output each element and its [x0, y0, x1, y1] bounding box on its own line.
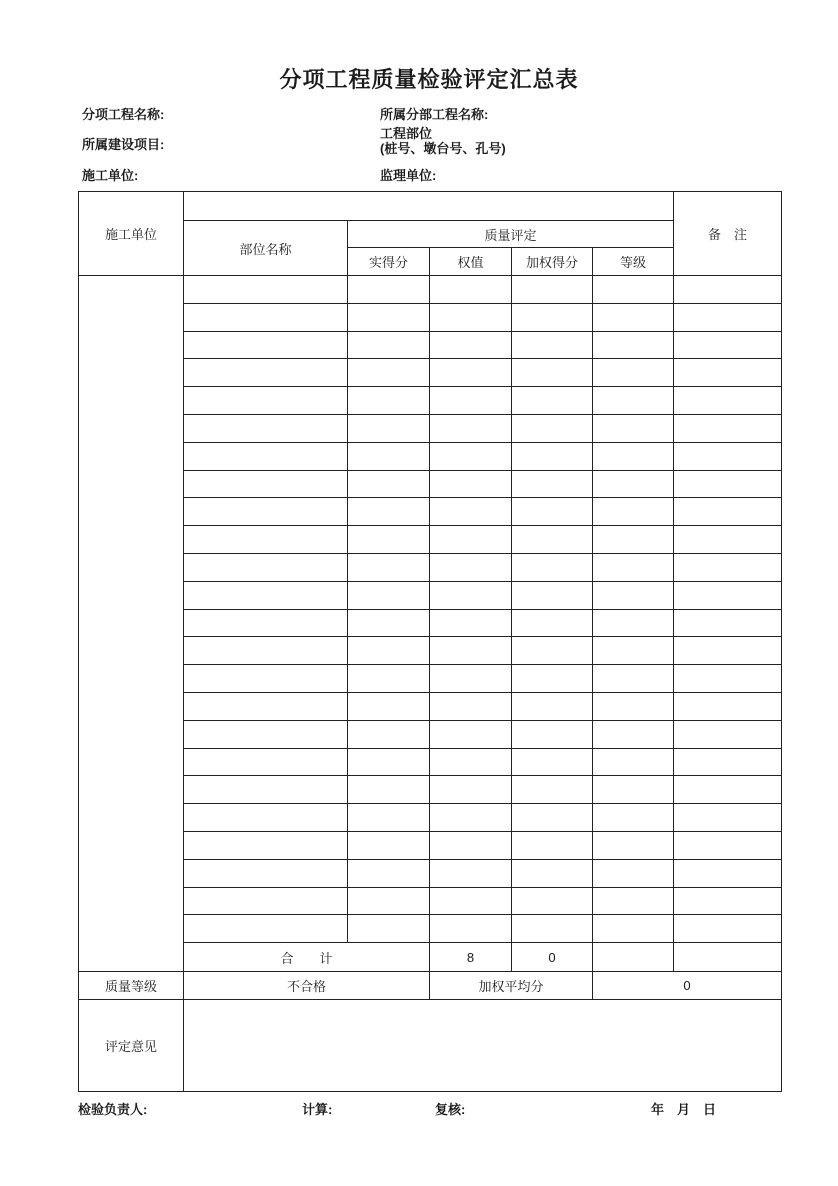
body-cell	[674, 359, 782, 387]
body-cell	[593, 776, 674, 804]
body-cell	[512, 387, 593, 415]
work-part-label	[380, 126, 506, 156]
body-cell	[348, 581, 430, 609]
body-cell	[593, 720, 674, 748]
body-cell	[348, 804, 430, 832]
body-cell	[348, 637, 430, 665]
body-cell	[512, 276, 593, 304]
body-cell	[430, 498, 512, 526]
body-cell	[184, 276, 348, 304]
body-cell	[348, 387, 430, 415]
body-cell	[348, 498, 430, 526]
body-row	[79, 720, 782, 748]
page-title: 分项工程质量检验评定汇总表	[279, 67, 579, 92]
header-part-name-cell: 部位名称	[184, 221, 348, 276]
body-cell	[430, 470, 512, 498]
body-cell	[430, 442, 512, 470]
body-cell	[430, 387, 512, 415]
body-cell	[674, 498, 782, 526]
header-actual-score-cell: 实得分	[348, 248, 430, 276]
body-cell	[184, 303, 348, 331]
body-row	[79, 303, 782, 331]
body-cell	[593, 915, 674, 943]
body-cell	[674, 887, 782, 915]
body-cell	[593, 498, 674, 526]
body-cell	[593, 414, 674, 442]
body-row	[79, 442, 782, 470]
body-cell	[512, 859, 593, 887]
body-cell	[593, 442, 674, 470]
body-cell	[430, 804, 512, 832]
body-cell	[430, 692, 512, 720]
body-cell	[184, 470, 348, 498]
body-cell	[348, 915, 430, 943]
body-cell	[674, 553, 782, 581]
body-cell	[430, 665, 512, 693]
body-cell	[674, 276, 782, 304]
body-cell	[674, 776, 782, 804]
body-cell	[430, 637, 512, 665]
body-cell	[430, 303, 512, 331]
body-cell	[593, 470, 674, 498]
opinion-content-cell	[184, 1000, 782, 1092]
body-cell	[593, 553, 674, 581]
body-cell	[184, 581, 348, 609]
body-cell	[348, 776, 430, 804]
body-cell	[512, 915, 593, 943]
body-cell	[512, 665, 593, 693]
body-cell	[593, 359, 674, 387]
grade-value-cell: 不合格	[184, 972, 430, 1000]
body-cell	[184, 776, 348, 804]
body-cell	[430, 720, 512, 748]
body-cell	[430, 553, 512, 581]
body-cell	[348, 414, 430, 442]
body-cell	[348, 665, 430, 693]
body-cell	[674, 581, 782, 609]
body-cell	[674, 859, 782, 887]
body-cell	[674, 609, 782, 637]
body-cell	[593, 637, 674, 665]
body-row	[79, 665, 782, 693]
body-cell	[593, 831, 674, 859]
header-quality-evaluation-cell: 质量评定	[348, 221, 674, 248]
body-cell	[674, 637, 782, 665]
body-row	[79, 748, 782, 776]
body-cell	[512, 776, 593, 804]
body-row	[79, 526, 782, 554]
header-remarks-cell: 备 注	[674, 192, 782, 276]
contractor-body-cell	[79, 276, 184, 972]
body-cell	[593, 748, 674, 776]
total-weighted-score-cell: 0	[512, 943, 593, 972]
contractor-label: 施工单位:	[82, 168, 139, 183]
body-row	[79, 859, 782, 887]
body-row	[79, 470, 782, 498]
body-cell	[512, 720, 593, 748]
construction-project-label: 所属建设项目:	[82, 137, 165, 152]
work-part-label-line1: 工程部位	[380, 126, 433, 141]
body-cell	[348, 859, 430, 887]
supervisor-label: 监理单位:	[380, 168, 437, 183]
body-cell	[184, 553, 348, 581]
body-cell	[512, 498, 593, 526]
body-cell	[184, 414, 348, 442]
calculator-label: 计算:	[302, 1102, 333, 1117]
body-cell	[674, 692, 782, 720]
grade-row	[79, 972, 782, 1000]
body-cell	[348, 276, 430, 304]
body-cell	[512, 609, 593, 637]
body-cell	[593, 887, 674, 915]
body-cell	[674, 831, 782, 859]
body-row	[79, 359, 782, 387]
body-cell	[593, 303, 674, 331]
body-cell	[184, 831, 348, 859]
body-cell	[430, 776, 512, 804]
body-cell	[512, 526, 593, 554]
body-cell	[674, 526, 782, 554]
body-cell	[512, 303, 593, 331]
body-row	[79, 887, 782, 915]
body-cell	[430, 359, 512, 387]
body-cell	[430, 276, 512, 304]
body-cell	[593, 276, 674, 304]
grade-row-label-cell: 质量等级	[79, 972, 184, 1000]
body-cell	[184, 859, 348, 887]
body-row	[79, 387, 782, 415]
parent-division-label: 所属分部工程名称:	[380, 107, 489, 122]
body-cell	[430, 887, 512, 915]
body-cell	[674, 331, 782, 359]
body-cell	[674, 804, 782, 832]
header-grade-cell: 等级	[593, 248, 674, 276]
body-row	[79, 414, 782, 442]
body-cell	[348, 692, 430, 720]
body-cell	[674, 720, 782, 748]
total-weight-cell: 8	[430, 943, 512, 972]
body-cell	[593, 581, 674, 609]
work-part-label-line2: (桩号、墩台号、孔号)	[380, 141, 506, 156]
body-row	[79, 831, 782, 859]
body-cell	[184, 804, 348, 832]
body-cell	[593, 526, 674, 554]
body-cell	[348, 303, 430, 331]
body-cell	[348, 887, 430, 915]
body-row	[79, 331, 782, 359]
body-cell	[348, 470, 430, 498]
body-cell	[184, 609, 348, 637]
body-row	[79, 609, 782, 637]
body-cell	[593, 609, 674, 637]
body-cell	[184, 387, 348, 415]
body-cell	[184, 748, 348, 776]
body-cell	[184, 331, 348, 359]
weighted-avg-value-cell: 0	[593, 972, 782, 1000]
total-row	[79, 943, 782, 972]
body-cell	[512, 804, 593, 832]
body-row	[79, 692, 782, 720]
body-cell	[512, 331, 593, 359]
body-cell	[674, 665, 782, 693]
body-cell	[593, 692, 674, 720]
table-body	[79, 192, 782, 1092]
body-cell	[430, 748, 512, 776]
body-cell	[430, 581, 512, 609]
body-cell	[512, 581, 593, 609]
body-cell	[184, 637, 348, 665]
body-cell	[593, 804, 674, 832]
header-row-1	[79, 192, 782, 221]
body-cell	[184, 692, 348, 720]
body-cell	[430, 526, 512, 554]
body-cell	[348, 331, 430, 359]
opinion-row	[79, 1000, 782, 1092]
body-cell	[348, 609, 430, 637]
body-cell	[348, 748, 430, 776]
summary-table	[78, 191, 782, 1092]
body-cell	[184, 720, 348, 748]
body-cell	[512, 359, 593, 387]
body-row	[79, 553, 782, 581]
body-cell	[430, 414, 512, 442]
body-cell	[593, 859, 674, 887]
sub-item-name-label: 分项工程名称:	[82, 107, 165, 122]
body-cell	[512, 887, 593, 915]
body-cell	[184, 526, 348, 554]
body-cell	[184, 498, 348, 526]
body-cell	[674, 442, 782, 470]
body-cell	[674, 303, 782, 331]
body-row	[79, 498, 782, 526]
body-cell	[593, 665, 674, 693]
reviewer-label: 复核:	[435, 1102, 466, 1117]
body-cell	[674, 915, 782, 943]
body-cell	[593, 387, 674, 415]
body-cell	[512, 442, 593, 470]
date-label: 年 月 日	[651, 1102, 717, 1117]
body-cell	[430, 859, 512, 887]
body-cell	[512, 748, 593, 776]
body-row	[79, 276, 782, 304]
body-cell	[512, 692, 593, 720]
body-cell	[512, 553, 593, 581]
body-row	[79, 804, 782, 832]
body-cell	[348, 526, 430, 554]
body-cell	[348, 359, 430, 387]
body-cell	[430, 331, 512, 359]
body-cell	[512, 831, 593, 859]
body-cell	[512, 637, 593, 665]
body-cell	[184, 359, 348, 387]
inspector-label: 检验负责人:	[78, 1102, 148, 1117]
opinion-label-cell: 评定意见	[79, 1000, 184, 1092]
header-weighted-score-cell: 加权得分	[512, 248, 593, 276]
body-cell	[184, 665, 348, 693]
body-cell	[430, 831, 512, 859]
body-cell	[674, 748, 782, 776]
header-contractor-cell: 施工单位	[79, 192, 184, 276]
body-cell	[512, 470, 593, 498]
body-cell	[674, 414, 782, 442]
body-row	[79, 637, 782, 665]
body-cell	[348, 720, 430, 748]
body-cell	[430, 915, 512, 943]
total-label-cell: 合 计	[184, 943, 430, 972]
body-cell	[184, 915, 348, 943]
body-cell	[430, 609, 512, 637]
header-empty-cell	[184, 192, 674, 221]
body-cell	[593, 331, 674, 359]
total-remarks-cell	[674, 943, 782, 972]
body-cell	[348, 831, 430, 859]
body-row	[79, 776, 782, 804]
body-cell	[184, 887, 348, 915]
body-row	[79, 581, 782, 609]
body-cell	[348, 553, 430, 581]
body-cell	[348, 442, 430, 470]
body-cell	[674, 387, 782, 415]
weighted-avg-label-cell: 加权平均分	[430, 972, 593, 1000]
body-row	[79, 915, 782, 943]
body-cell	[512, 414, 593, 442]
body-cell	[674, 470, 782, 498]
header-weight-cell: 权值	[430, 248, 512, 276]
body-cell	[184, 442, 348, 470]
total-grade-cell	[593, 943, 674, 972]
